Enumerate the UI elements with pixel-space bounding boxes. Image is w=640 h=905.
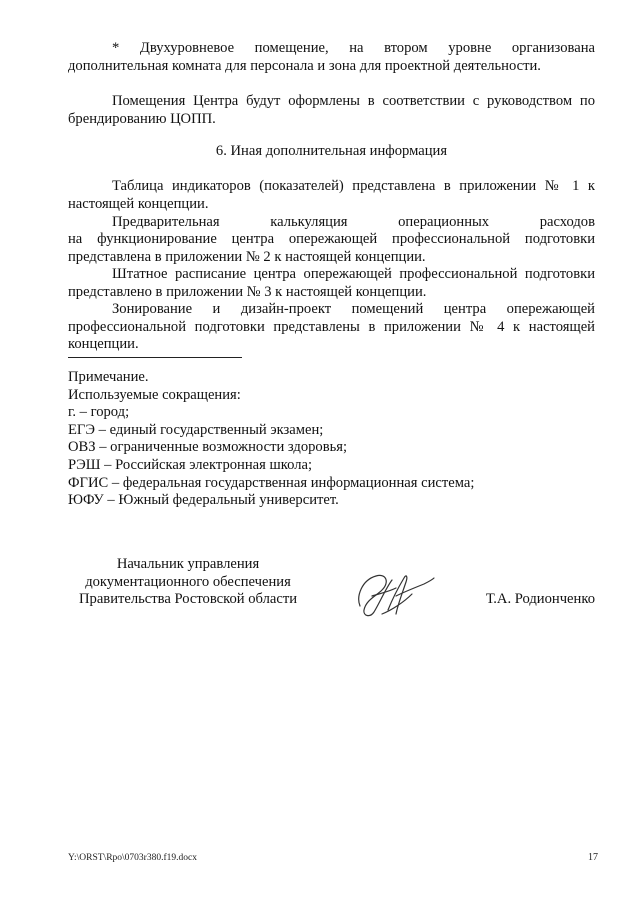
footnote-divider (68, 357, 242, 358)
paragraph-calculation: на функционирование центра опережающей профессиональной подготовки представлена в приложении № 2 к настоящей концепции. (68, 231, 595, 265)
note-subtitle: Используемые сокращения: (68, 386, 241, 403)
paragraph-branding: Помещения Центра будут оформлены в соответствии с руководством по брендированию ЦОПП. (68, 93, 595, 127)
section-heading: 6. Иная дополнительная информация (215, 143, 448, 159)
signatory-line: Начальник управления (116, 556, 260, 572)
page-number: 17 (588, 852, 598, 863)
abbreviation-item: ЮФУ – Южный федеральный университет. (68, 492, 339, 509)
signatory-title (68, 556, 308, 609)
signatory-name: Т.А. Родионченко (485, 591, 595, 607)
abbreviation-item: РЭШ – Российская электронная школа; (68, 456, 313, 473)
paragraph-calculation-line1: Предварительная калькуляция операционных расходов (112, 214, 595, 230)
paragraph-staffing: Штатное расписание центра опережающей профессиональной подготовки представлено в приложении № 3 к настоящей концепции. (68, 266, 595, 300)
paragraph-indicators: Таблица индикаторов (показателей) представлена в приложении № 1 к настоящей концепции. (68, 178, 595, 212)
paragraph-zoning: Зонирование и дизайн-проект помещений центра опережающей профессиональной подготовки представлены в приложении № 4 к настоящей концепции. (68, 301, 595, 353)
handwritten-signature (352, 566, 438, 622)
abbreviation-item: ЕГЭ – единый государственный экзамен; (68, 421, 324, 438)
abbreviation-item: ОВЗ – ограниченные возможности здоровья; (68, 439, 348, 456)
note-title: Примечание. (68, 369, 149, 385)
signatory-line: Правительства Ростовской области (78, 591, 298, 608)
signatory-line: документационного обеспечения (85, 573, 291, 590)
abbreviation-item: ФГИС – федеральная государственная информационная система; (68, 474, 475, 491)
file-path: Y:\ORST\Rpo\0703r380.f19.docx (68, 853, 197, 863)
abbreviations-note (68, 369, 474, 510)
abbreviation-item: г. – город; (68, 404, 130, 421)
paragraph-two-level-room: * Двухуровневое помещение, на втором уровне организована дополнительная комната для персонала и зона для проектной деятельности. (68, 40, 595, 74)
